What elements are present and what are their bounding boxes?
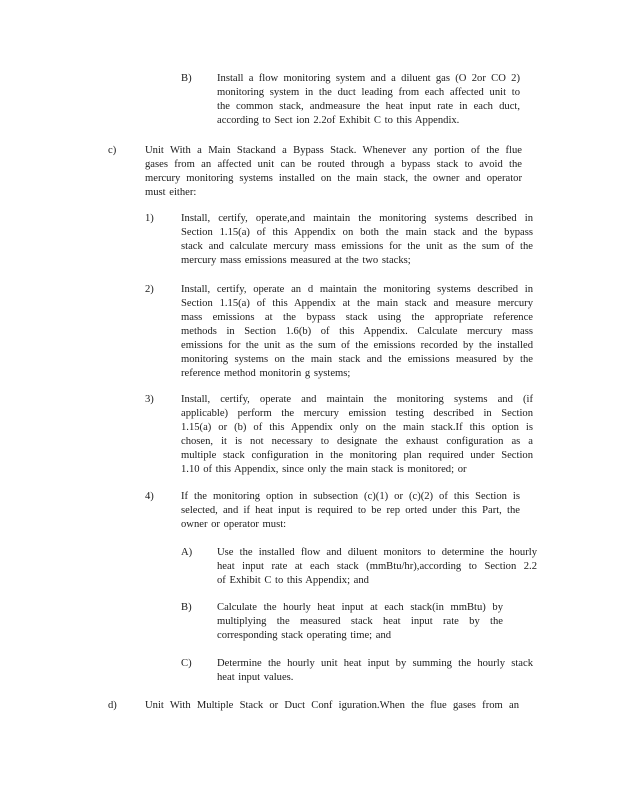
section-label: c) xyxy=(108,145,117,156)
text-line: heat input values. xyxy=(217,672,294,683)
section-text xyxy=(145,699,519,713)
text-line: Section 1.15(a) of this Appendix at the main stack and measure mercury xyxy=(181,298,533,309)
text-line: selected, and if heat input is required to be rep orted under this Part, the xyxy=(181,505,520,516)
text-line: reference method monitorin g systems; xyxy=(181,368,351,379)
text-line: Unit With a Main Stackand a Bypass Stack. Whenever any portion of the flue xyxy=(145,145,522,156)
item-label: B) xyxy=(181,73,192,84)
text-line: stack and calculate mercury mass emissions for the unit as the sum of the xyxy=(181,241,533,252)
item-text xyxy=(217,657,533,685)
text-line: Install, certify, operate,and maintain the monitoring systems described in xyxy=(181,213,533,224)
text-line: multiplying the measured stack heat input rate by the xyxy=(217,616,503,627)
item-label: 3) xyxy=(145,394,154,405)
text-line: 1.15(a) or (b) of this Appendix only on the main stack.If this option is xyxy=(181,422,533,433)
item-label: B) xyxy=(181,602,192,613)
text-line: chosen, it is not necessary to designate the exhaust configuration as a xyxy=(181,436,533,447)
text-line: heat input rate at each stack (mmBtu/hr),according to Section 2.2 xyxy=(217,561,537,572)
text-line: applicable) perform the mercury emission testing described in Section xyxy=(181,408,533,419)
text-line: multiple stack configuration in the monitoring plan required under Section xyxy=(181,450,533,461)
text-line: owner or operator must: xyxy=(181,519,287,530)
text-line: Determine the hourly unit heat input by summing the hourly stack xyxy=(217,658,533,669)
text-line: gases from an affected unit can be routed through a bypass stack to avoid the xyxy=(145,159,522,170)
item-label: 2) xyxy=(145,284,154,295)
item-text xyxy=(181,212,533,268)
text-line: Install, certify, operate and maintain the monitoring systems and (if xyxy=(181,394,533,405)
text-line: the common stack, andmeasure the heat input rate in each duct, xyxy=(217,101,520,112)
text-line: Unit With Multiple Stack or Duct Conf iguration.When the flue gases from an xyxy=(145,700,519,711)
text-line: Calculate the hourly heat input at each stack(in mmBtu) by xyxy=(217,602,503,613)
text-line: mass emissions at the bypass stack using the appropriate reference xyxy=(181,312,533,323)
text-line: Install, certify, operate an d maintain the monitoring systems described in xyxy=(181,284,533,295)
item-label: 4) xyxy=(145,491,154,502)
text-line: If the monitoring option in subsection (c)(1) or (c)(2) of this Section is xyxy=(181,491,520,502)
section-text xyxy=(145,144,522,200)
text-line: mercury monitoring systems installed on the main stack, the owner and operator xyxy=(145,173,522,184)
text-line: must either: xyxy=(145,187,197,198)
item-text xyxy=(181,490,520,532)
text-line: corresponding stack operating time; and xyxy=(217,630,392,641)
item-text xyxy=(217,72,520,128)
text-line: monitoring systems on the main stack and the emissions measured by the xyxy=(181,354,533,365)
item-text xyxy=(181,393,533,477)
text-line: 1.10 of this Appendix, since only the main stack is monitored; or xyxy=(181,464,467,475)
text-line: Use the installed flow and diluent monitors to determine the hourly xyxy=(217,547,537,558)
item-label: A) xyxy=(181,547,193,558)
section-label: d) xyxy=(108,700,117,711)
item-text xyxy=(217,546,537,588)
text-line: methods in Section 1.6(b) of this Appendix. Calculate mercury mass xyxy=(181,326,533,337)
text-line: emissions for the unit as the sum of the emissions recorded by the installed xyxy=(181,340,533,351)
item-label: 1) xyxy=(145,213,154,224)
item-text xyxy=(217,601,503,643)
item-text xyxy=(181,283,533,381)
text-line: Install a flow monitoring system and a diluent gas (O 2or CO 2) xyxy=(217,73,520,84)
text-line: of Exhibit C to this Appendix; and xyxy=(217,575,369,586)
text-line: Section 1.15(a) of this Appendix on both the main stack and the bypass xyxy=(181,227,533,238)
text-line: mercury mass emissions measured at the two stacks; xyxy=(181,255,411,266)
text-line: according to Sect ion 2.2of Exhibit C to this Appendix. xyxy=(217,115,460,126)
item-label: C) xyxy=(181,658,192,669)
text-line: monitoring system in the duct leading from each affected unit to xyxy=(217,87,520,98)
